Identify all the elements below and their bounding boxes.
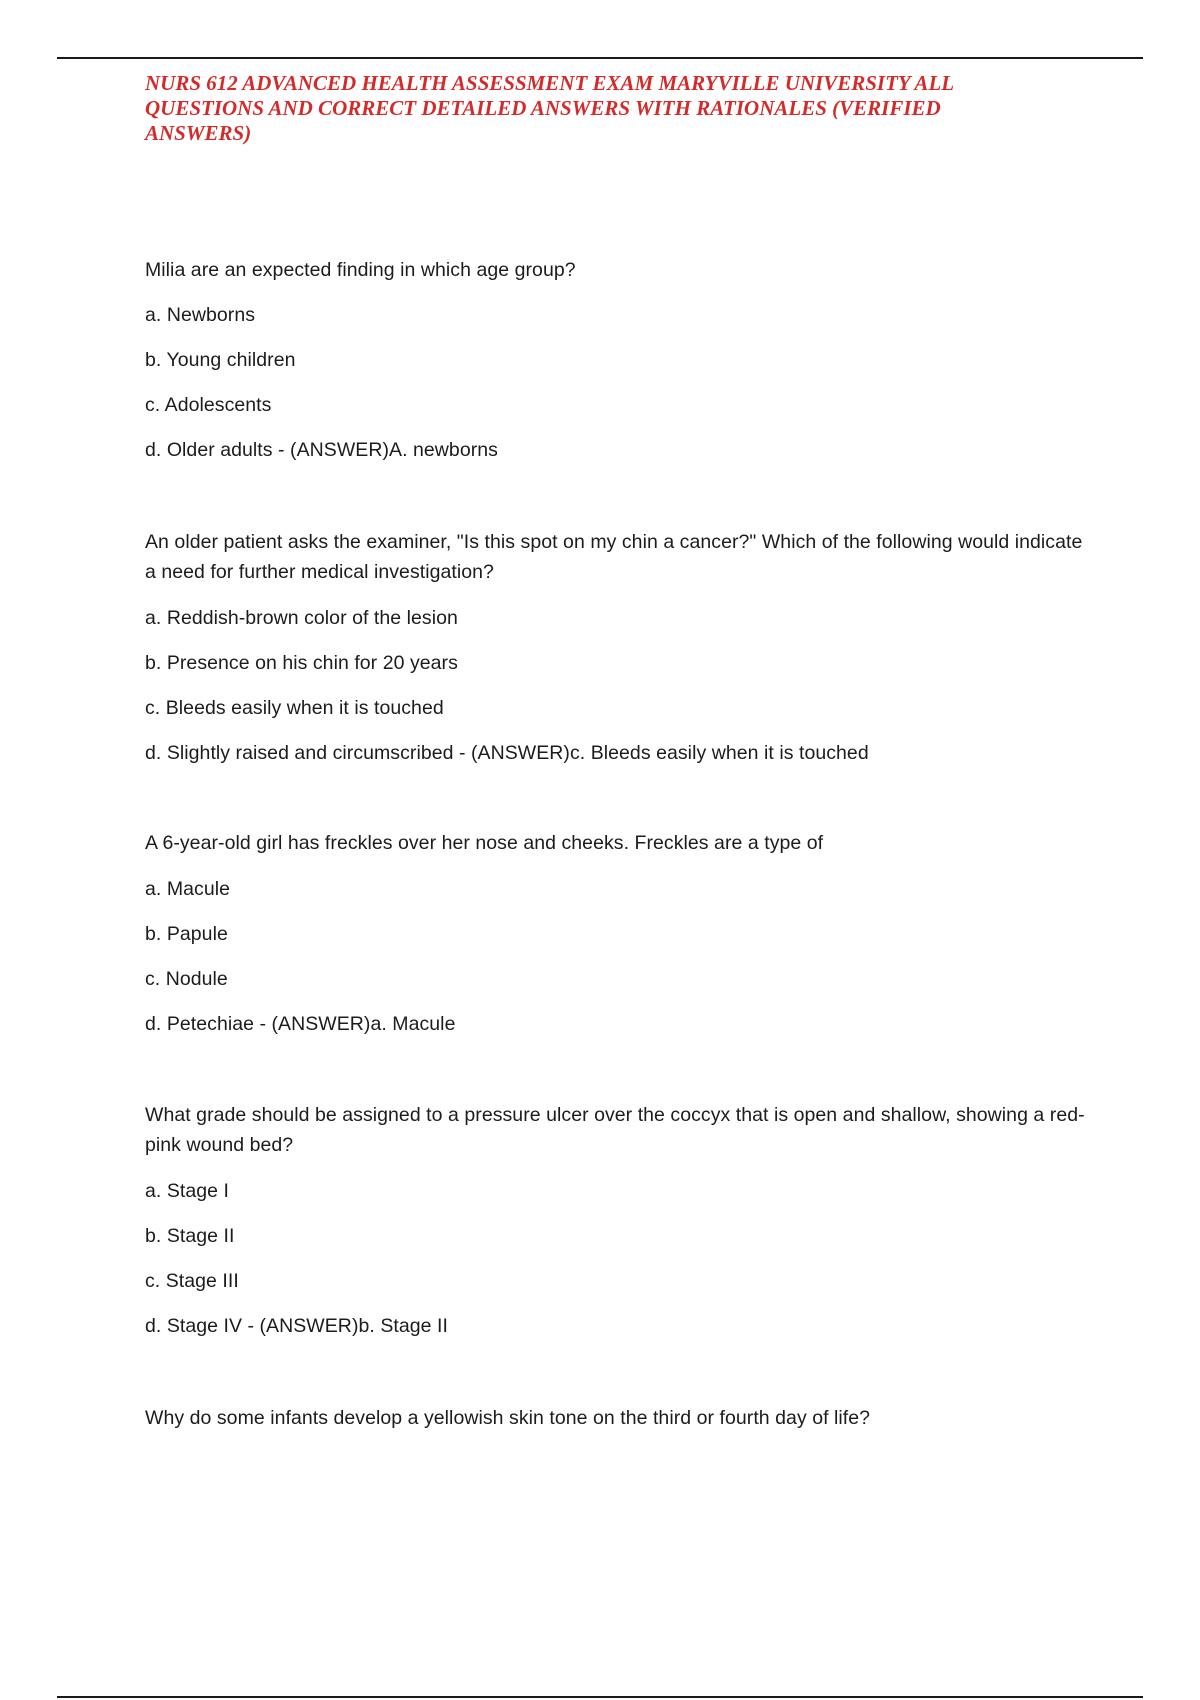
option-d-answer: d. Stage IV - (ANSWER)b. Stage II — [145, 1315, 448, 1337]
question-text: Why do some infants develop a yellowish skin tone on the third or fourth day of life? — [145, 1407, 871, 1429]
question-text: What grade should be assigned to a pressure ulcer over the coccyx that is open and shallow, showing a red-pink wound bed? — [145, 1104, 1085, 1156]
top-rule — [57, 57, 1143, 59]
option-b: b. Stage II — [145, 1225, 235, 1247]
option-c: c. Nodule — [145, 968, 228, 990]
option-d-answer: d. Slightly raised and circumscribed - (ANSWER)c. Bleeds easily when it is touched — [145, 742, 869, 764]
option-c: c. Stage III — [145, 1270, 239, 1292]
option-a: a. Macule — [145, 878, 230, 900]
question-text: A 6-year-old girl has freckles over her nose and cheeks. Freckles are a type of — [145, 832, 824, 854]
option-a: a. Newborns — [145, 304, 256, 326]
question-text: An older patient asks the examiner, "Is this spot on my chin a cancer?" Which of the following would indicate a need for further medical investigation? — [145, 531, 1083, 583]
option-d-answer: d. Older adults - (ANSWER)A. newborns — [145, 439, 498, 461]
question-block-3 — [145, 828, 1085, 1039]
question-text: Milia are an expected finding in which age group? — [145, 259, 576, 281]
bottom-rule — [57, 1696, 1143, 1698]
option-c: c. Adolescents — [145, 394, 272, 416]
option-b: b. Papule — [145, 923, 228, 945]
question-block-4 — [145, 1100, 1085, 1341]
option-b: b. Young children — [145, 349, 296, 371]
option-a: a. Reddish-brown color of the lesion — [145, 607, 458, 629]
option-a: a. Stage I — [145, 1180, 229, 1202]
option-b: b. Presence on his chin for 20 years — [145, 652, 458, 674]
option-c: c. Bleeds easily when it is touched — [145, 697, 444, 719]
question-block-5 — [145, 1403, 1085, 1433]
document-title: NURS 612 ADVANCED HEALTH ASSESSMENT EXAM MARYVILLE UNIVERSITY ALL QUESTIONS AND CORRECT DETAILED ANSWERS WITH RATIONALES (VERIFIED ANSWERS) — [145, 71, 954, 145]
question-block-2 — [145, 527, 1085, 768]
question-block-1 — [145, 255, 1085, 465]
option-d-answer: d. Petechiae - (ANSWER)a. Macule — [145, 1013, 456, 1035]
